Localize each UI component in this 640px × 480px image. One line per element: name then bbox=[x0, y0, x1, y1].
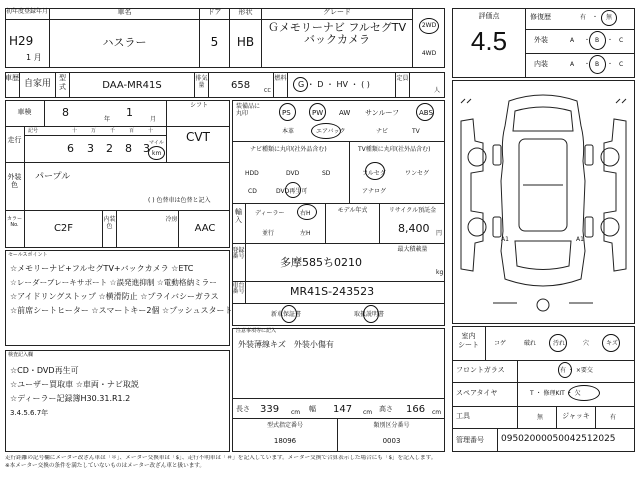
equip-airbag: エアバック bbox=[316, 128, 346, 135]
history-label-text: 車歴 bbox=[5, 74, 19, 82]
repair-none-circle-mark bbox=[601, 10, 617, 26]
spare-tire-label: スペアタイヤ bbox=[452, 382, 518, 406]
int-c: C bbox=[619, 61, 624, 68]
navi-dvd: DVD bbox=[286, 170, 300, 177]
unit-mile: マイル bbox=[149, 140, 164, 146]
inspector-line-3: ☆ディーラー記録簿H30.31.R1.2 bbox=[10, 394, 131, 403]
ext-c: C bbox=[619, 37, 624, 44]
exterior-label: 外装 bbox=[534, 36, 548, 44]
door-count: 5 bbox=[200, 20, 230, 68]
int-b: B bbox=[595, 61, 600, 68]
mgmt-number: 09502000050042512025 bbox=[501, 434, 616, 444]
mileage-d0: 6 bbox=[67, 142, 74, 155]
chassis-number: MR41S-243523 bbox=[290, 285, 375, 298]
inspector-label: 検査記入欄 bbox=[8, 352, 34, 358]
mileage-h2: 万 bbox=[91, 128, 97, 134]
seat-stain: 汚れ bbox=[553, 340, 566, 347]
sales-points-list bbox=[10, 262, 233, 318]
width-label: 幅 bbox=[309, 405, 316, 413]
equip-pw: PW bbox=[312, 109, 324, 117]
inspection-label: 車検 bbox=[5, 100, 45, 127]
score-label: 評価点 bbox=[478, 12, 500, 20]
chassis-label: 車台番号 bbox=[232, 281, 246, 303]
reg-month-val: 1 bbox=[26, 53, 32, 62]
divider-dims bbox=[232, 398, 445, 399]
abs-circle-mark bbox=[416, 103, 434, 121]
owner-manual: 取扱説明書 bbox=[354, 311, 385, 318]
navi-note: (社外品含む) bbox=[292, 146, 327, 153]
car-diagram-icon bbox=[453, 81, 634, 323]
fuel-types: G ・ D ・ HV ・ ( ) bbox=[288, 72, 396, 98]
model-code: DAA-MR41S bbox=[70, 72, 195, 98]
reg-era: H29 bbox=[9, 34, 34, 48]
color-note: ( ) 色替車は色替と記入 bbox=[148, 197, 211, 204]
loadcap-label: 最大積載量 bbox=[397, 246, 428, 253]
equip-aw: AW bbox=[339, 109, 351, 117]
door-label: ドア bbox=[200, 8, 230, 20]
capacity-label: 定員 bbox=[396, 72, 410, 98]
equip-sunroof: サンルーフ bbox=[365, 109, 400, 117]
transmission: CVT bbox=[186, 130, 210, 144]
cc-unit: CC bbox=[264, 88, 271, 94]
interior-label: 内装 bbox=[534, 60, 548, 68]
exterior-b-circle-mark bbox=[589, 31, 606, 50]
loadcap-unit: kg bbox=[436, 269, 444, 276]
reg-date-label: 初年度登録年月 bbox=[5, 8, 50, 20]
mileage-label: 走行 bbox=[5, 127, 25, 162]
stain-circle-mark bbox=[549, 334, 567, 352]
navi-dvd-play: DVD再生可 bbox=[276, 188, 308, 195]
width-val: 147 bbox=[333, 404, 353, 415]
shift-label: シフト bbox=[190, 102, 209, 109]
recycle-label: リサイクル預託金 bbox=[388, 207, 437, 214]
navi-hdd: HDD bbox=[245, 170, 259, 177]
repair-opt-yes: 有 bbox=[580, 14, 587, 21]
mileage-h3: 千 bbox=[110, 128, 116, 134]
plate-label: 登録番号 bbox=[232, 243, 246, 281]
interior-b-circle-mark bbox=[589, 55, 606, 74]
car-name: ハスラー bbox=[50, 20, 200, 68]
mileage-d4: 3 bbox=[143, 142, 150, 155]
width-unit: cm bbox=[363, 409, 373, 416]
damage-mark-a1-left: A1 bbox=[501, 236, 509, 243]
spare-tire-val: T ・ 修理KIT ・ 欠 bbox=[530, 390, 581, 397]
mileage-h1: 十 bbox=[72, 128, 78, 134]
repair-label: 修復歴 bbox=[530, 13, 551, 21]
drive-cell bbox=[412, 8, 445, 68]
tool-label: 工具 bbox=[452, 406, 518, 428]
model-year-label: モデル年式 bbox=[337, 207, 368, 214]
reg-month bbox=[26, 53, 42, 63]
handle-left: 左H bbox=[300, 230, 311, 237]
exterior-color: パープル bbox=[35, 172, 71, 182]
inspection-month-unit: 月 bbox=[150, 116, 157, 123]
displacement bbox=[209, 72, 274, 98]
model-label: 型式 bbox=[56, 72, 70, 98]
glass-val: 有 ・ ×要交 bbox=[560, 367, 593, 374]
ac-label: 冷房 bbox=[165, 210, 179, 248]
int-a: A bbox=[570, 61, 575, 68]
scratch-circle-mark bbox=[602, 334, 620, 352]
score-value: 4.5 bbox=[470, 26, 508, 56]
shape-label: 形状 bbox=[230, 8, 262, 20]
footer-notes bbox=[5, 455, 635, 470]
sales-point-1: ☆メモリーナビ+フルセグTV+バックカメラ ☆ETC bbox=[10, 264, 194, 273]
inspector-line-2: ☆ユーザー買取車 ☆車両・ナビ取説 bbox=[10, 380, 139, 389]
jack-val: 有 bbox=[610, 414, 617, 421]
import-label: 輸入 bbox=[232, 203, 246, 243]
tv-analog: アナログ bbox=[362, 188, 387, 195]
pw-circle-mark bbox=[309, 103, 326, 121]
mileage-d3: 8 bbox=[125, 142, 132, 155]
capacity-unit: 人 bbox=[434, 87, 441, 94]
inspection-month: 1 bbox=[126, 106, 133, 119]
repair-opt-no: 無 bbox=[606, 14, 613, 21]
notes-text: 外装薄線キズ 外装小傷有 bbox=[238, 340, 334, 349]
divider-warranty bbox=[232, 303, 445, 304]
ext-a: A bbox=[570, 37, 575, 44]
tv-fullseg: フルセグ bbox=[362, 170, 386, 177]
unit-km: km bbox=[152, 150, 162, 157]
height-label: 高さ bbox=[379, 405, 393, 413]
seat-tear: 破れ bbox=[524, 340, 537, 347]
damage-diagram bbox=[452, 80, 635, 324]
mileage-d2: 2 bbox=[106, 142, 113, 155]
recycle-fee: 8,400 bbox=[398, 222, 430, 235]
seat-burn: コゲ bbox=[494, 340, 507, 347]
seat-hole: 穴 bbox=[583, 340, 590, 347]
notes-label: 注意事項等に記入 bbox=[236, 328, 277, 334]
km-circle-mark bbox=[148, 146, 165, 160]
cat-no-label: 類別区分番号 bbox=[373, 422, 410, 429]
glass-label: フロントガラス bbox=[452, 360, 518, 382]
color-label: 外装色 bbox=[5, 162, 25, 210]
divider-plate bbox=[232, 243, 380, 244]
reg-month-label: 月 bbox=[33, 53, 42, 62]
displacement-label: 排気量 bbox=[195, 72, 209, 98]
height-val: 166 bbox=[406, 404, 426, 415]
recycle-unit: 円 bbox=[436, 230, 443, 237]
body-shape: HB bbox=[230, 20, 262, 68]
equip-navi: ナビ bbox=[376, 128, 389, 135]
divider-loadcap bbox=[380, 243, 445, 244]
tv-note: (社外品含む) bbox=[395, 146, 431, 153]
sales-point-4: ☆前席シートヒーター ☆スマートキー2個 ☆プッシュスタート bbox=[10, 306, 233, 315]
ext-sep2: ・ bbox=[607, 37, 614, 44]
spec-no-label: 型式指定番号 bbox=[266, 422, 303, 429]
footer-line-2: ※本メーター交換の条件を満たしていないものはメーター改ざん車と扱います。 bbox=[5, 462, 206, 469]
handle-right: 右H bbox=[300, 210, 311, 217]
mileage-h0: 記号 bbox=[28, 128, 39, 134]
inspection-year-unit: 年 bbox=[104, 116, 111, 123]
length-val: 339 bbox=[260, 404, 280, 415]
int-sep1: ・ bbox=[584, 61, 591, 68]
int-sep2: ・ bbox=[607, 61, 614, 68]
car-name-label: 車名 bbox=[50, 8, 200, 20]
fullseg-circle-mark bbox=[365, 162, 385, 180]
inspector-list bbox=[10, 364, 139, 420]
seat-scratch: キズ bbox=[606, 340, 618, 347]
equip-label: 装備品に丸印 bbox=[236, 103, 261, 117]
ext-sep1: ・ bbox=[584, 37, 591, 44]
ps-circle-mark bbox=[279, 103, 296, 121]
drive-2wd: 2WD bbox=[421, 22, 437, 29]
color-no-label: カラーNo. bbox=[5, 210, 25, 248]
dvd-play-circle-mark bbox=[285, 182, 301, 198]
tv-type-label bbox=[358, 146, 430, 153]
import-parallel: 並行 bbox=[262, 230, 275, 237]
inspector-line-1: ☆CD・DVD再生可 bbox=[10, 366, 79, 375]
equip-ps: PS bbox=[282, 109, 291, 117]
seat-label: 室内 シート bbox=[452, 326, 486, 360]
navi-cd: CD bbox=[248, 188, 257, 195]
right-handle-circle-mark bbox=[297, 204, 317, 220]
history-label bbox=[5, 72, 20, 98]
height-unit: cm bbox=[432, 409, 442, 416]
repair-opt-sep: ・ bbox=[592, 14, 599, 21]
mileage-h4: 百 bbox=[129, 128, 135, 134]
mileage-d1: 3 bbox=[87, 142, 94, 155]
navi-sd: SD bbox=[322, 170, 331, 177]
warranty-book: 新車保証書 bbox=[271, 311, 302, 318]
sales-points-label: セールスポイント bbox=[8, 252, 48, 258]
length-unit: cm bbox=[291, 409, 301, 416]
ac-type: AAC bbox=[194, 223, 216, 234]
inspection-year: 8 bbox=[62, 106, 69, 119]
mileage-h5: 十 bbox=[148, 128, 154, 134]
sales-point-2: ☆レーダーブレーキサポート ☆誤発進抑制 ☆電動格納ミラー bbox=[10, 278, 217, 287]
mileage-headers bbox=[25, 127, 166, 136]
grade: Ｇメモリーナビ フルセグTV バックカメラ bbox=[267, 21, 407, 47]
tv-oneseg: ワンセグ bbox=[405, 170, 430, 177]
manual-circle-mark bbox=[363, 305, 379, 323]
fuel-circle-mark bbox=[293, 77, 308, 92]
jack-label: ジャッキ bbox=[556, 406, 596, 428]
inspector-line-4: 3.4.5.6.7年 bbox=[10, 409, 49, 417]
repair-kit-circle-mark bbox=[568, 385, 600, 401]
mgmt-label: 管理番号 bbox=[452, 428, 498, 452]
usage: 自家用 bbox=[20, 72, 56, 98]
tool-val: 無 bbox=[537, 414, 544, 421]
damage-mark-a1-right: A1 bbox=[576, 236, 584, 243]
divider-color bbox=[5, 162, 230, 163]
equip-abs: ABS bbox=[419, 109, 433, 117]
fuel-label: 燃料 bbox=[274, 72, 288, 98]
divider-chassis bbox=[232, 281, 445, 282]
tv-label-text: TV種類に丸印 bbox=[358, 146, 396, 153]
color-code: C2F bbox=[25, 210, 103, 248]
footer-line-1: 走行距離の記号欄にメーター改ざん車は「＊」、メーター交換車は「$」、走行不明車は「＃」を記入しています。メーター交換で合算表示した場合にも「$」を記入します。 bbox=[5, 455, 437, 461]
import-dealer: ディーラー bbox=[255, 210, 285, 217]
interior-color-label: 内装色 bbox=[103, 210, 117, 248]
mileage-digits bbox=[25, 136, 166, 162]
navi-type-label bbox=[250, 146, 327, 153]
displacement-val: 658 bbox=[231, 80, 251, 91]
warranty-circle-mark bbox=[281, 305, 297, 323]
navi-label-text: ナビ種類に丸印 bbox=[250, 146, 293, 153]
ext-b: B bbox=[595, 37, 600, 44]
plate-number: 多摩585ち0210 bbox=[280, 256, 362, 269]
spec-no: 18096 bbox=[273, 437, 297, 445]
length-label: 長さ bbox=[236, 405, 250, 413]
equip-leather: 本革 bbox=[282, 128, 295, 135]
equip-tv: TV bbox=[412, 128, 420, 135]
cat-no: 0003 bbox=[382, 437, 401, 445]
glass-yes-circle-mark bbox=[558, 362, 572, 378]
sales-point-3: ☆アイドリングストップ ☆横滑防止 ☆プライバシーガラス bbox=[10, 292, 219, 301]
drive-4wd: 4WD bbox=[421, 50, 437, 57]
airbag-circle-mark bbox=[311, 123, 341, 139]
grade-label: グレード bbox=[262, 8, 412, 20]
